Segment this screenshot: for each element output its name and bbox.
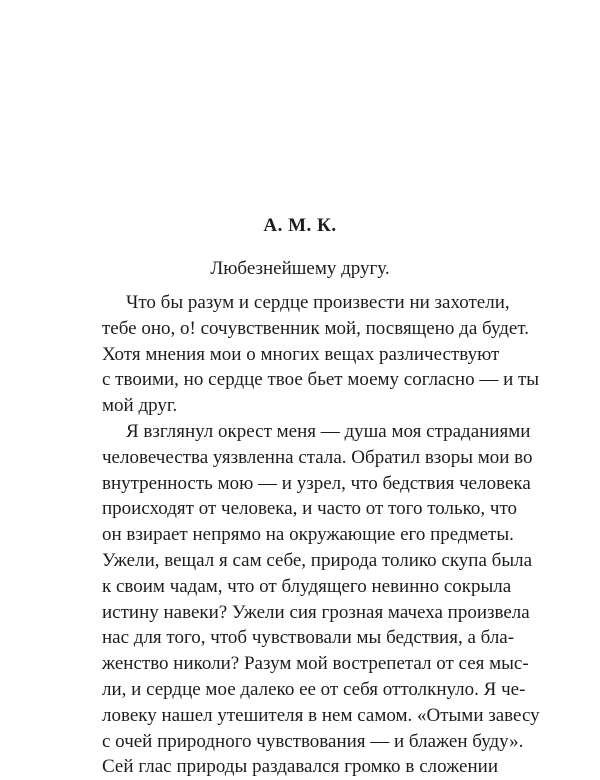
text-line: с очей природного чувствования — и блажен буду». [102, 730, 524, 752]
text-line: с твоими, но сердце твое бьет моему согласно — и ты [102, 369, 540, 391]
text-line: Сей глас природы раздавался громко в сложении [102, 756, 498, 778]
text-line: женство николи? Разум мой вострепетал от сея мыс- [102, 653, 529, 675]
text-line: ли, и сердце мое далеко ее от себя оттолкнуло. Я че- [102, 678, 526, 700]
text-line: мой друг. [102, 395, 178, 417]
text-line: внутренность мою — и узрел, что бедствия человека [102, 472, 531, 494]
text-line: происходят от человека, и часто от того только, что [102, 498, 518, 520]
text-line: тебе оно, о! сочувственник мой, посвящено да будет. [102, 317, 529, 339]
text-line: Я взглянул окрест меня — душа моя страданиями [126, 420, 531, 442]
paragraph-1 [102, 290, 540, 419]
chapter-heading: А. М. К. [263, 215, 337, 236]
text-line: Ужели, вещал я сам себе, природа толико скупа была [102, 549, 533, 571]
text-line: он взирает непрямо на окружающие его предметы. [102, 524, 514, 546]
text-line: истину навеки? Ужели сия грозная мачеха произвела [102, 601, 530, 623]
body-text [102, 290, 540, 780]
text-line: к своим чадам, что от блудящего невинно сокрыла [102, 575, 512, 597]
dedication-line: Любезнейшему другу. [210, 258, 390, 279]
text-line: Что бы разум и сердце произвести ни захотели, [126, 292, 510, 313]
paragraph-2 [102, 419, 540, 780]
text-line: нас для того, чтоб чувствовали мы бедствия, а бла- [102, 627, 515, 649]
text-line: ловеку нашел утешителя в нем самом. «Отыми завесу [102, 704, 540, 726]
text-line: Хотя мнения мои о многих вещах различествуют [102, 343, 500, 365]
text-line: человечества уязвленна стала. Обратил взоры мои во [102, 446, 533, 468]
